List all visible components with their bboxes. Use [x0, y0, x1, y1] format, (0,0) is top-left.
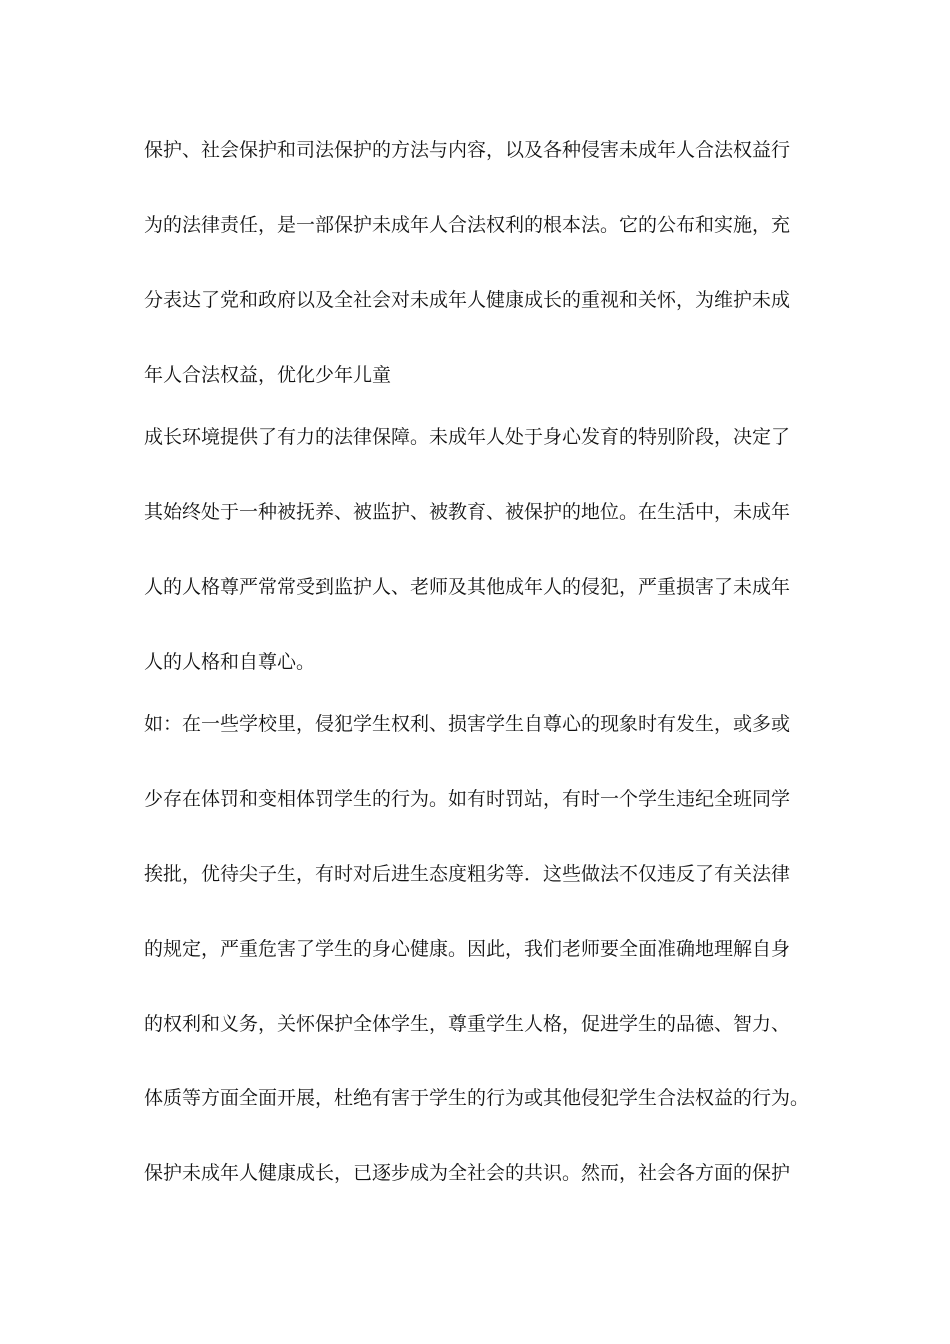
- text-line: 人的人格尊严常常受到监护人、老师及其他成年人的侵犯，严重损害了未成年: [144, 576, 791, 598]
- text-line: 为的法律责任，是一部保护未成年人合法权利的根本法。它的公布和实施，充: [144, 214, 791, 236]
- text-line: 其始终处于一种被抚养、被监护、被教育、被保护的地位。在生活中，未成年: [144, 501, 791, 523]
- text-line: 成长环境提供了有力的法律保障。未成年人处于身心发育的特别阶段，决定了: [144, 426, 791, 448]
- text-line: 年人合法权益，优化少年儿童: [144, 364, 392, 386]
- text-line: 保护未成年人健康成长，已逐步成为全社会的共识。然而，社会各方面的保护: [144, 1162, 791, 1184]
- text-line: 分表达了党和政府以及全社会对未成年人健康成长的重视和关怀，为维护未成: [144, 289, 791, 311]
- text-line: 挨批，优待尖子生，有时对后进生态度粗劣等．这些做法不仅违反了有关法律: [144, 863, 791, 885]
- text-line: 少存在体罚和变相体罚学生的行为。如有时罚站，有时一个学生违纪全班同学: [144, 788, 791, 810]
- text-line: 保护、社会保护和司法保护的方法与内容，以及各种侵害未成年人合法权益行: [144, 139, 791, 161]
- text-line: 如：在一些学校里，侵犯学生权利、损害学生自尊心的现象时有发生，或多或: [144, 713, 791, 735]
- text-line: 的权利和义务，关怀保护全体学生，尊重学生人格，促进学生的品德、智力、: [144, 1013, 791, 1035]
- text-line: 的规定，严重危害了学生的身心健康。因此，我们老师要全面准确地理解自身: [144, 938, 791, 960]
- text-line: 体质等方面全面开展，杜绝有害于学生的行为或其他侵犯学生合法权益的行为。: [144, 1087, 810, 1109]
- text-line: 人的人格和自尊心。: [144, 651, 316, 673]
